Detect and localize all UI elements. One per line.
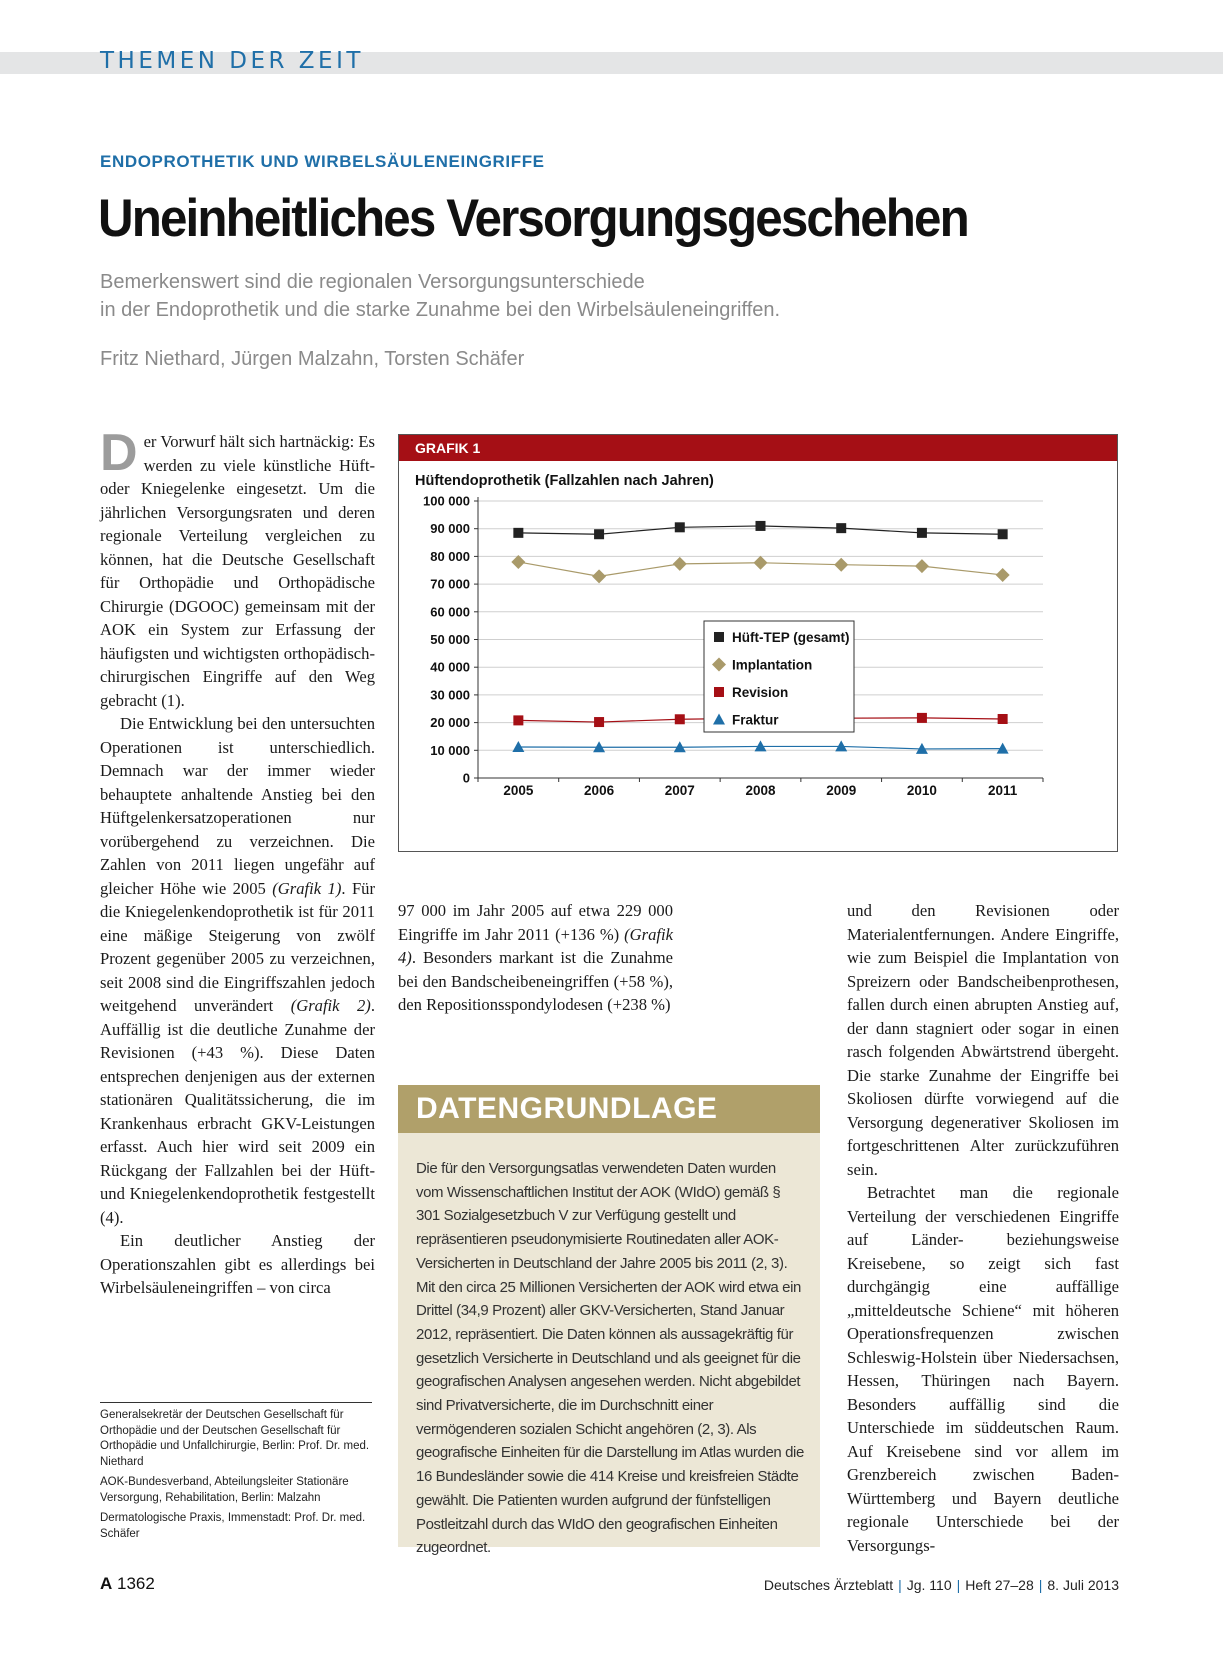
article-authors: Fritz Niethard, Jürgen Malzahn, Torsten Schäfer [100,348,525,370]
paragraph-2 [100,712,375,1229]
data-point [756,521,766,531]
data-point [675,714,685,724]
paragraph-2-part-b: . Für die Kniegelenkendoprothetik ist für 2011 eine mäßige Steigerung von zwölf Prozent gegenüber 2005 zu verzeichnen, seit 2008 sind die Eingriffszahlen jedoch weitgehend unverändert [100,878,375,1015]
journal-name: Deutsches Ärzteblatt [763,1577,894,1593]
data-point [754,556,768,570]
y-tick-label: 20 000 [430,715,470,731]
chart-grafik-1 [398,434,1118,852]
data-point [511,555,525,569]
paragraph-6: Betrachtet man die regionale Verteilung der verschiedenen Eingriffe auf Länder- beziehungsweise Kreisebene, so zeigt sich fast durchgängig eine auffällige „mitteldeutsche Schiene“ mit höheren Operationsfrequenzen zwischen Schleswig-Holstein über Niedersachsen, Hessen, Thüringen nach Bayern. Besonders auffällig sind die Unterschiede im süddeutschen Raum. Auf Kreisebene sind vor allem im Grenzbereich zwischen Baden-Württemberg und Bayern deutliche regionale Unterschiede bei der Versorgungs- [847,1183,1119,1555]
x-tick-label: 2005 [503,783,534,798]
article-kicker: ENDOPROTHETIK UND WIRBELSÄULENEINGRIFFE [100,152,545,171]
y-tick-label: 10 000 [430,742,470,758]
legend-label: Revision [732,685,789,700]
figure-ref-grafik-2[interactable]: (Grafik 2) [290,996,371,1015]
data-point [592,569,606,583]
drop-cap: D [100,424,138,482]
y-tick-label: 100 000 [423,495,470,509]
legend-marker [714,687,724,697]
page-prefix: A [100,1574,113,1593]
info-box-datengrundlage [398,1085,820,1557]
footer-separator: | [956,1577,961,1593]
data-point [915,559,929,573]
data-point [513,528,523,538]
paragraph-3: Ein deutlicher Anstieg der Operationszahlen gibt es allerdings bei Wirbelsäuleneingriffen – von circa [100,1231,375,1297]
lead-line-1: Bemerkenswert sind die regionalen Versorgungsunterschiede [100,271,645,293]
x-tick-label: 2008 [745,783,776,798]
affiliation-schaefer: Dermatologische Praxis, Immenstadt: Prof. Dr. med. Schäfer [100,1512,366,1540]
data-point [675,522,685,532]
data-point [594,717,604,727]
paragraph-4-part-b: . Besonders markant ist die Zunahme bei den Bandscheibeneingriffen (+58 %), den Repositionsspondylodesen (+238 %) [398,948,673,1014]
article-title: Uneinheitliches Versorgungsgeschehen [98,189,968,248]
paragraph-5: und den Revisionen oder Materialentfernungen. Andere Eingriffe, wie zum Beispiel die Implantation von Spreizern oder Bandscheibenprothesen, fallen durch einen abrupten Anstieg auf, der dann stagniert oder sogar in einen rasch folgenden Abwärtstrend übergeht. Die starke Zunahme der Eingriffe bei Skoliosen dürfte vorwiegend auf die Versorgung degenerativer Skoliosen im fortgeschrittenen Alter zurückzuführen sein. [847,901,1119,1179]
data-point [917,528,927,538]
y-tick-label: 90 000 [430,521,470,537]
chart-title: Hüftendoprothetik (Fallzahlen nach Jahren) [415,473,714,489]
journal-date: 8. Juli 2013 [1047,1577,1119,1593]
paragraph-4 [398,899,673,1017]
y-tick-label: 70 000 [430,576,470,592]
section-label: THEMEN DER ZEIT [100,48,364,74]
affiliation-niethard: Generalsekretär der Deutschen Gesellschaft für Orthopädie und der Deutschen Gesellschaft für Orthopädie und Unfallchirurgie, Berlin: Prof. Dr. med. Niethard [100,1409,370,1468]
y-tick-label: 50 000 [430,632,470,647]
figure-ref-grafik-1[interactable]: (Grafik 1) [272,878,342,898]
text-column-left [100,424,375,1300]
y-tick-label: 30 000 [430,687,470,703]
journal-footer [764,1577,1119,1593]
data-point [998,714,1008,724]
text-column-right [847,899,1119,1557]
chart-tag: GRAFIK 1 [399,435,1117,461]
lead-line-2: in der Endoprothetik und die starke Zunahme bei den Wirbelsäuleneingriffen. [100,299,781,321]
legend-label: Implantation [732,657,813,673]
figure-ref-grafik-4[interactable]: (Grafik 4) [398,924,673,967]
info-box-text: Die für den Versorgungsatlas verwendeten Daten wurden vom Wissenschaftlichen Institut der AOK (WIdO) gemäß § 301 Sozialgesetzbuch V zur Verfügung gestellt und repräsentieren pseudonymisierte Routinedaten aller AOK-Versicherten in Deutschland der Jahre 2005 bis 2011 (2, 3). Mit den circa 25 Millionen Versicherten der AOK wird etwa ein Drittel (34,9 Prozent) aller GKV-Versicherten, Stand Januar 2012, repräsentiert. Die Daten können als aussagekräftig für gesetzlich Versicherte in Deutschland und als geeignet für die geografischen Analysen angesehen werden. Nicht abgebildet sind Privatversicherte, die im Durchschnitt einer vermögenderen sozialen Schicht angehören (2, 3). Als geografische Einheiten für die Darstellung im Atlas wurden die 16 Bundesländer sowie die 414 Kreise und kreisfreien Städte gewählt. Die Patienten wurden aufgrund der fünfstelligen Postleitzahl durch das WIdO den geografischen Einheiten zugeordnet. [416,1160,804,1557]
data-point [996,568,1010,582]
data-point [673,557,687,571]
legend-marker [714,632,724,642]
paragraph-1-text: er Vorwurf hält sich hartnäckig: Es werden zu viele künstliche Hüft- oder Kniegelenke eingesetzt. Um die jährlichen Versorgungsraten und deren regionale Verteilung vergleichen zu können, hat die Deutsche Gesellschaft für Orthopädie und Orthopädische Chirurgie (DGOOC) gemeinsam mit der AOK ein System zur Erfassung der häufigsten und wichtigsten orthopädisch-chirurgischen Eingriffe auf den Weg gebracht (1). [100,432,375,710]
paragraph-2-part-a: Die Entwicklung bei den untersuchten Operationen ist unterschiedlich. Demnach war der immer wieder behauptete anhaltende Anstieg bei den Hüftgelenkersatzoperationen nur vorübergehend zu verzeichnen. Die Zahlen von 2011 liegen ungefähr auf gleicher Höhe wie 2005 [100,714,375,898]
paragraph-4-part-a: 97 000 im Jahr 2005 auf etwa 229 000 Eingriffe im Jahr 2011 (+136 %) [398,901,673,944]
data-point [834,558,848,572]
legend-label: Fraktur [732,712,779,728]
footer-separator: | [1038,1577,1043,1593]
legend-label: Hüft-TEP (gesamt) [732,630,850,645]
journal-volume: Jg. 110 [906,1577,952,1593]
y-tick-label: 40 000 [430,659,470,675]
paragraph-1 [100,424,375,712]
y-tick-label: 80 000 [430,548,470,564]
text-column-middle [398,899,673,1017]
data-point [513,715,523,725]
x-tick-label: 2006 [584,783,615,798]
chart-plot [399,495,1117,851]
y-tick-label: 0 [462,770,470,786]
data-point [594,529,604,539]
footer-separator: | [898,1577,902,1593]
data-point [998,529,1008,539]
author-affiliations [100,1402,372,1547]
article-lead [100,268,980,324]
data-point [836,523,846,533]
page-number [100,1574,155,1594]
affiliation-malzahn: AOK-Bundesverband, Abteilungsleiter Stationäre Versorgung, Rehabilitation, Berlin: Malzahn [100,1476,349,1504]
info-box-heading: DATENGRUNDLAGE [398,1085,820,1133]
paragraph-2-part-c: . Auffällig ist die deutliche Zunahme der Revisionen (+43 %). Diese Daten entsprechen denjenigen aus der externen stationären Qualitätssicherung, die im Krankenhaus erbracht GKV-Leistungen erfasst. Auch hier wird seit 2009 ein Rückgang der Fallzahlen bei der Hüft- und Kniegelenkendoprothetik festgestellt (4). [100,996,375,1227]
page-number-value: 1362 [117,1574,155,1593]
x-tick-label: 2009 [826,783,857,798]
y-tick-label: 60 000 [430,604,470,620]
data-point [917,713,927,723]
x-tick-label: 2010 [906,783,937,798]
journal-issue: Heft 27–28 [965,1577,1034,1593]
x-tick-label: 2007 [664,783,695,798]
x-tick-label: 2011 [987,783,1018,798]
